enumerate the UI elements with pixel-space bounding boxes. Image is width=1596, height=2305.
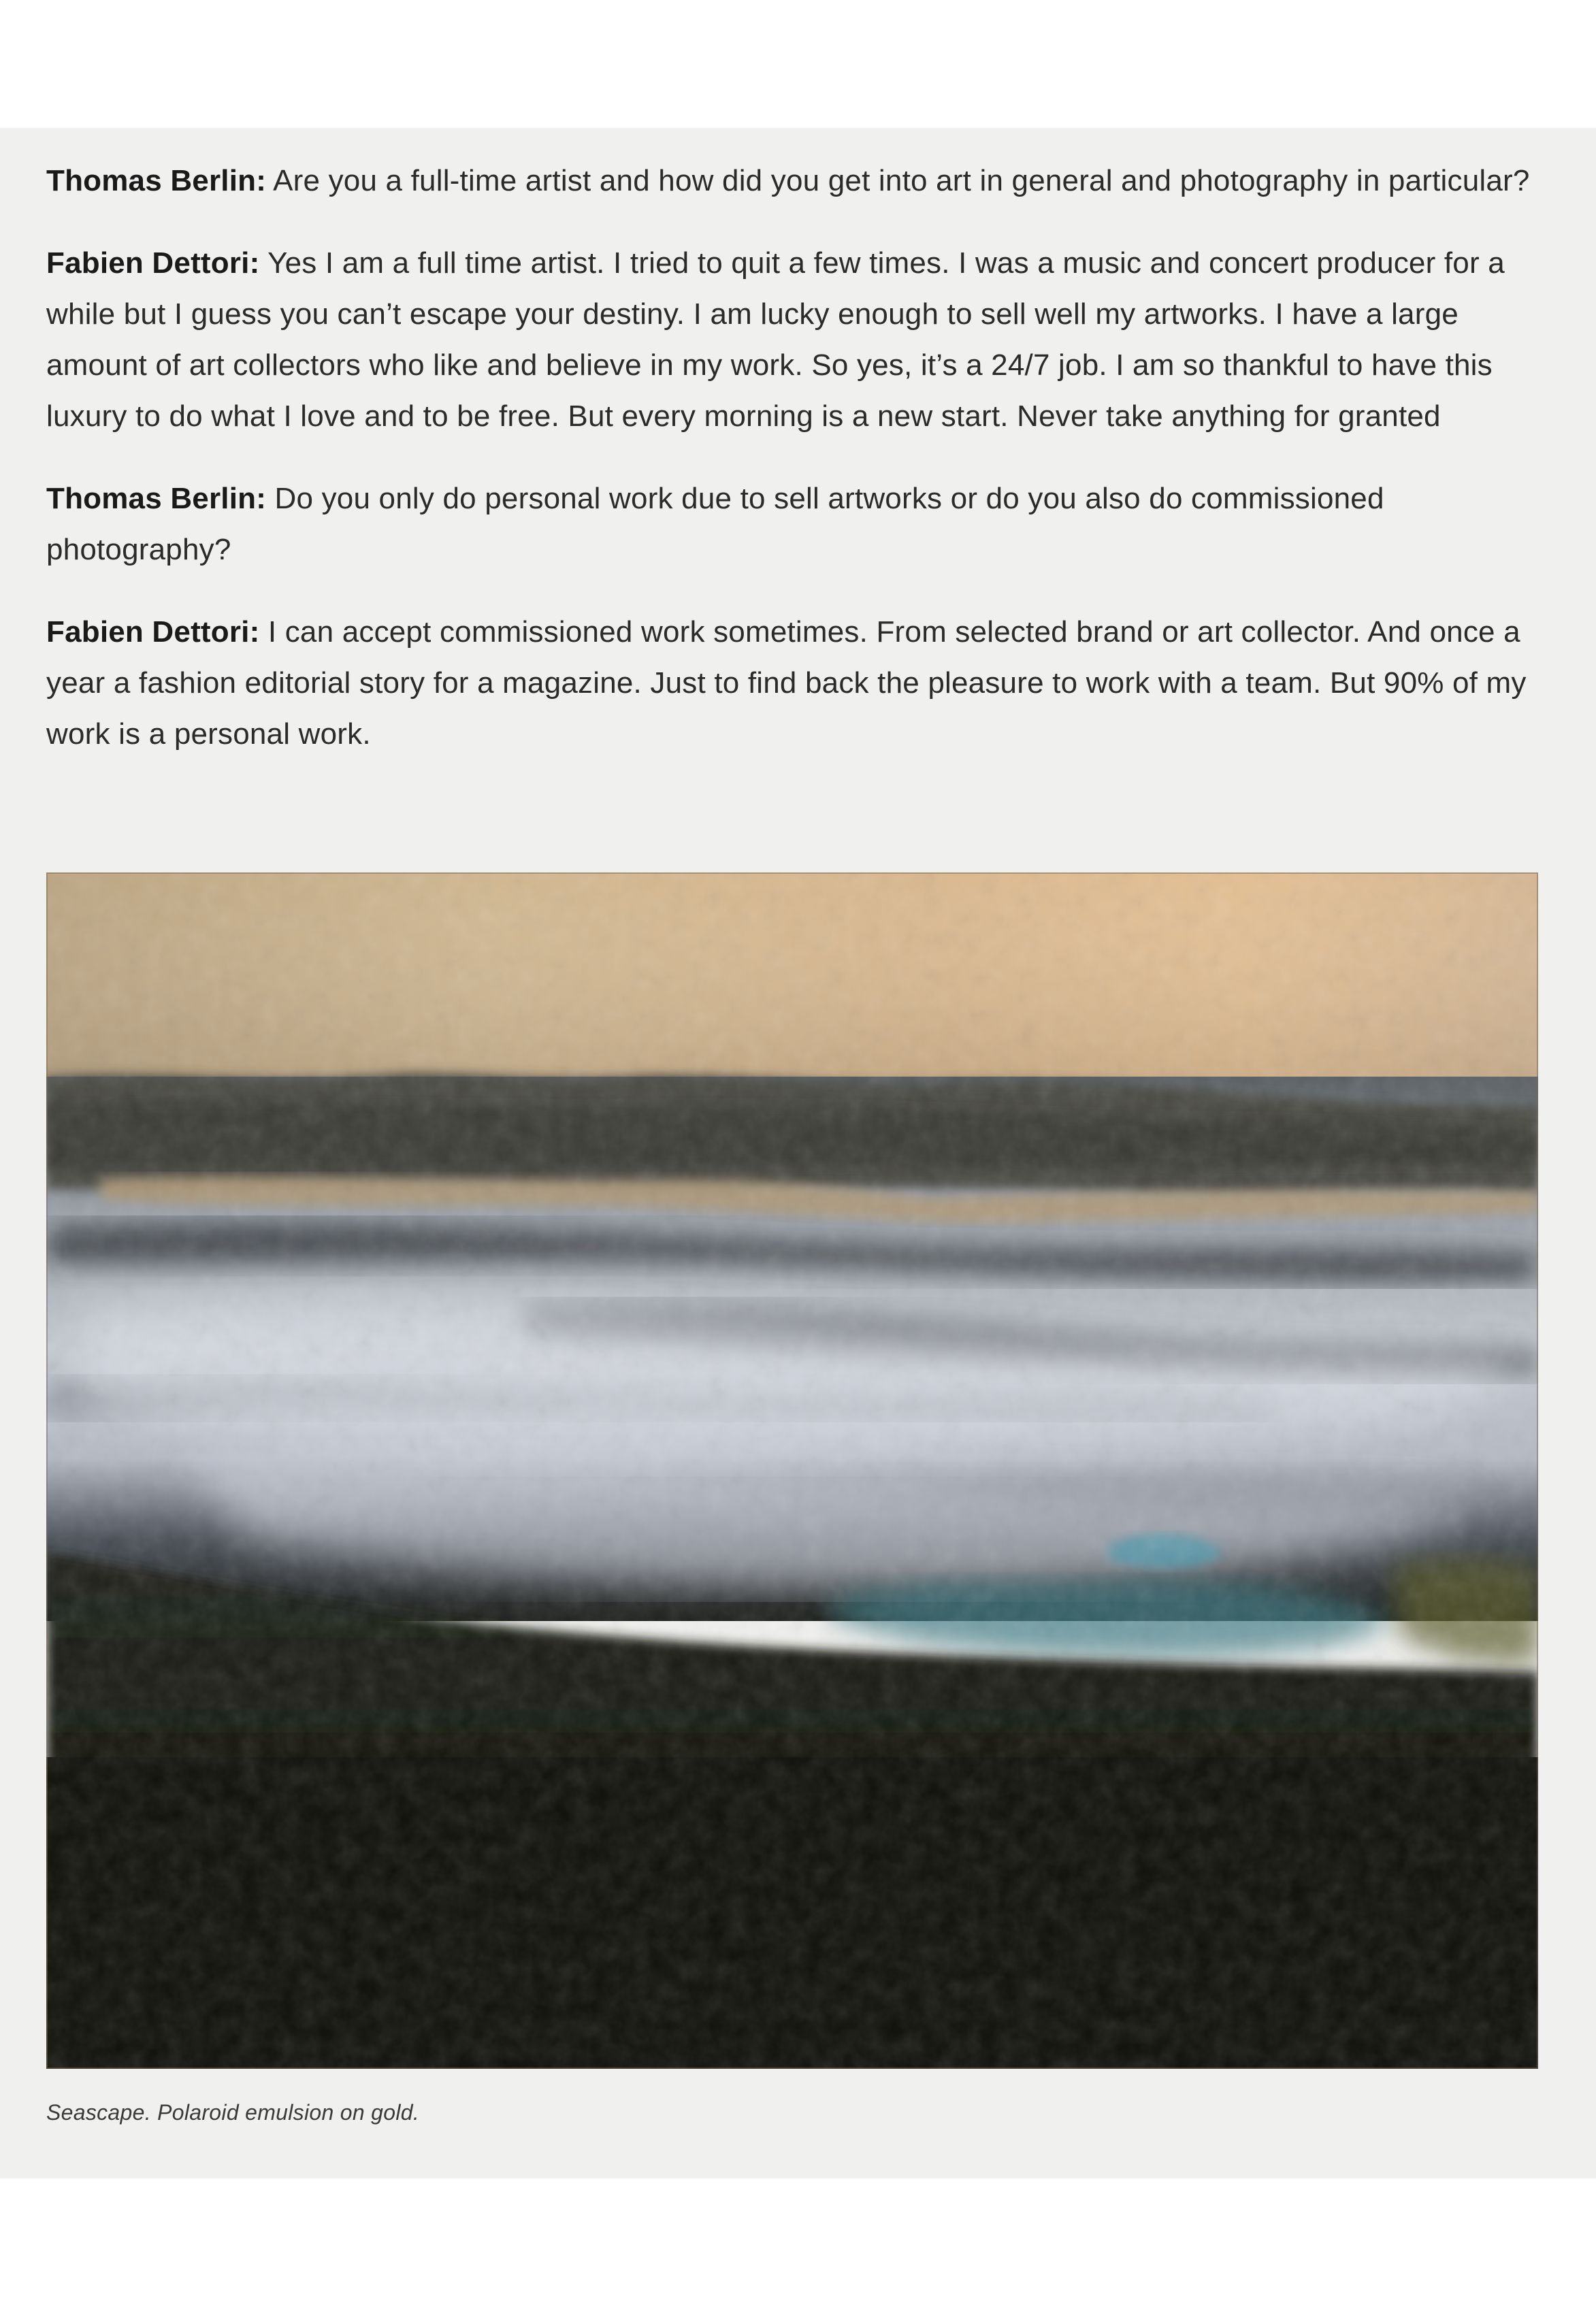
article-content-panel <box>0 128 1596 2178</box>
answer-text: Are you a full-time artist and how did you get into art in general and photography in particular? <box>266 164 1530 197</box>
image-caption: Seascape. Polaroid emulsion on gold. <box>46 2100 420 2125</box>
answer-text: I can accept commissioned work sometimes. From selected brand or art collector. And once a year a fashion editorial story for a magazine. Just to find back the pleasure to work with a team. But 90% of my work is a personal work. <box>46 615 1527 751</box>
speaker-name: Fabien Dettori: <box>46 246 260 280</box>
interview-question <box>46 155 1544 206</box>
seascape-painting <box>46 872 1538 2069</box>
speaker-name: Thomas Berlin: <box>46 164 267 197</box>
interview-question <box>46 473 1544 575</box>
speaker-name: Thomas Berlin: <box>46 482 267 515</box>
interview-answer <box>46 238 1544 442</box>
answer-text: Yes I am a full time artist. I tried to quit a few times. I was a music and concert producer for a while but I guess you can’t escape your destiny. I am lucky enough to sell well my artworks. I have a large amount of art collectors who like and believe in my work. So yes, it’s a 24/7 job. I am so thankful to have this luxury to do what I love and to be free. But every morning is a new start. Never take anything for granted <box>46 246 1505 433</box>
seascape-artwork-image <box>46 872 1538 2069</box>
interview-answer <box>46 606 1544 759</box>
answer-text: Do you only do personal work due to sell artworks or do you also do commissioned photography? <box>46 482 1384 566</box>
interview-text <box>46 155 1544 791</box>
speaker-name: Fabien Dettori: <box>46 615 260 649</box>
